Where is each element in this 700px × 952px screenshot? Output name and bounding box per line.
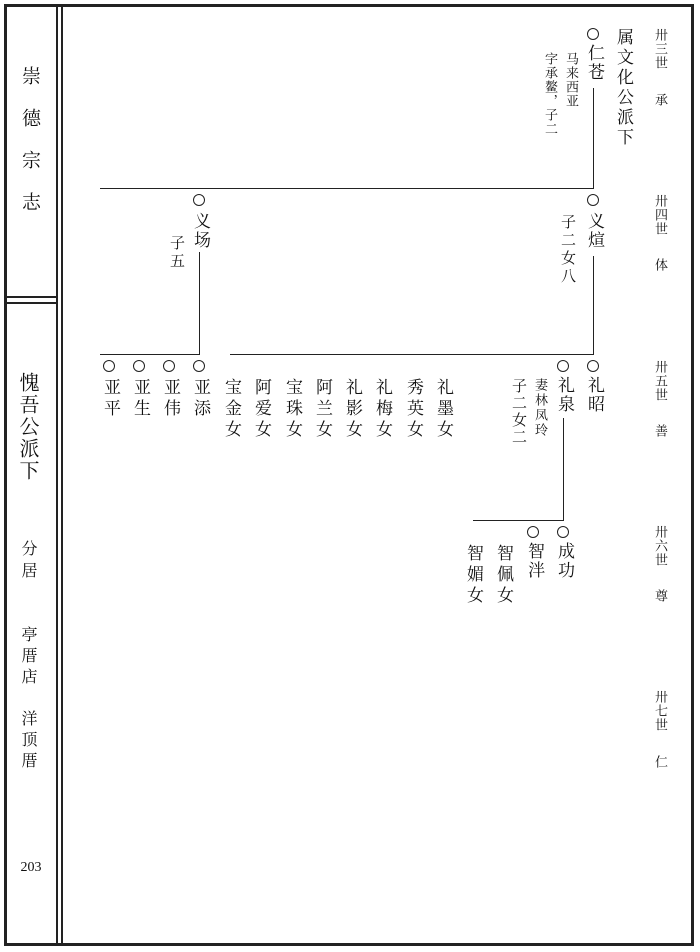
name-ya-wei: 亚伟: [160, 378, 180, 420]
note-yi-xuan: 子二女八: [559, 214, 577, 286]
name-bao-zhu: 宝珠女: [282, 378, 302, 441]
name-bao-jin: 宝金女: [221, 378, 241, 441]
node-yi-xuan: [587, 194, 599, 206]
note-li-quan-children: 子二女二: [510, 378, 528, 446]
name-yi-chang: 义场: [190, 212, 210, 250]
gen-34-label: 卅四世: [652, 194, 667, 236]
node-zhi-pan: [527, 526, 539, 538]
gen-37-char: 仁: [652, 755, 667, 769]
name-yi-xuan: 义煊: [584, 212, 604, 250]
name-li-quan: 礼泉: [554, 376, 574, 414]
gen-35-char: 善: [652, 424, 667, 438]
sidebar-border-outer: [56, 4, 58, 946]
line-ren-cang-down: [593, 88, 594, 188]
line-li-quan-down: [563, 418, 564, 520]
note-ren-cang-residence: 马来西亚: [563, 52, 578, 108]
residence-place-2: 洋顶厝: [19, 710, 38, 773]
node-li-quan: [557, 360, 569, 372]
note-ren-cang-children: 字承鳌，子二: [542, 52, 557, 136]
note-li-quan-wife: 妻林凤玲: [532, 378, 547, 438]
gen-37-label: 卅七世: [652, 690, 667, 732]
residence-place-1: 亭厝店: [19, 626, 38, 689]
node-ya-wei: [163, 360, 175, 372]
gen-36-label: 卅六世: [652, 525, 667, 567]
node-ya-sheng: [133, 360, 145, 372]
line-yi-chang-children-bar: [100, 354, 200, 355]
page-number: 203: [20, 860, 42, 875]
gen-36-char: 尊: [652, 589, 667, 603]
node-ren-cang: [587, 28, 599, 40]
name-li-zhao: 礼昭: [584, 376, 604, 414]
gen-34-char: 体: [652, 258, 667, 272]
line-li-quan-children-bar: [473, 520, 564, 521]
name-li-mo: 礼墨女: [433, 378, 453, 441]
line-yi-xuan-down: [593, 256, 594, 354]
name-ya-ping: 亚平: [100, 378, 120, 420]
node-yi-chang: [193, 194, 205, 206]
gen-33-label: 卅三世: [652, 28, 667, 70]
name-ya-sheng: 亚生: [130, 378, 150, 420]
node-ya-tian: [193, 360, 205, 372]
name-li-ying: 礼影女: [342, 378, 362, 441]
section-title: 愧吾公派下: [16, 372, 40, 482]
node-ya-ping: [103, 360, 115, 372]
note-yi-chang: 子五: [168, 235, 186, 271]
sidebar-divider-top: [4, 296, 58, 298]
residence-label: 分居: [19, 540, 38, 584]
sidebar-border-inner: [61, 4, 63, 946]
name-zhi-mei: 智媚女: [463, 544, 483, 607]
gen-35-label: 卅五世: [652, 360, 667, 402]
name-a-lan: 阿兰女: [312, 378, 332, 441]
name-zhi-pan: 智泮: [524, 542, 544, 580]
line-gen34-bar: [100, 188, 594, 189]
node-li-zhao: [587, 360, 599, 372]
branch-title: 属文化公派下: [613, 28, 633, 148]
page-frame: [4, 4, 694, 946]
name-a-ai: 阿爱女: [251, 378, 271, 441]
name-zhi-pei: 智佩女: [493, 544, 513, 607]
node-cheng-gong: [557, 526, 569, 538]
line-yi-xuan-children-bar: [230, 354, 594, 355]
line-yi-chang-down: [199, 252, 200, 354]
sidebar-divider-bottom: [4, 302, 58, 304]
gen-33-char: 承: [652, 93, 667, 107]
name-li-mei: 礼梅女: [372, 378, 392, 441]
name-xiu-ying: 秀英女: [403, 378, 423, 441]
name-ren-cang: 仁苍: [584, 44, 604, 82]
name-cheng-gong: 成功: [554, 542, 574, 580]
name-ya-tian: 亚添: [190, 378, 210, 420]
book-title: 崇德宗志: [19, 66, 41, 234]
